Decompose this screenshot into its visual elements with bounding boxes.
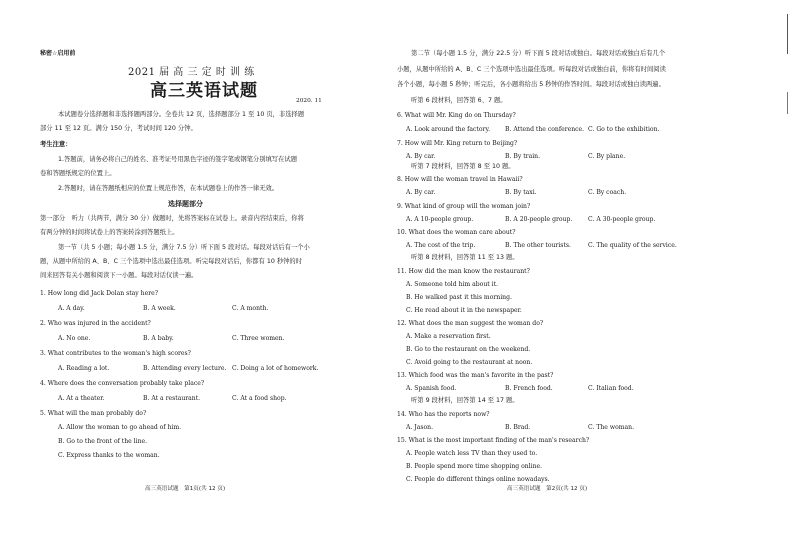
q6-option-b: B. Attend the conference. [505,126,585,133]
notice-line-3: 2.答题时，请在答题纸相应的位置上规范作答，在本试题卷上的作答一律无效。 [58,185,279,192]
q5-option-a: A. Allow the woman to go ahead of him. [58,424,182,431]
q12-option-b: B. Go to the restaurant on the weekend. [406,346,531,353]
q9-option-a: A. A 10-people group. [406,216,474,223]
q7-option-b: B. By train. [505,153,541,160]
q3-option-b: B. Attending every lecture. [143,365,227,372]
q2-option-b: B. A baby. [143,335,174,342]
q8-option-a: A. By car. [406,189,436,196]
q14-option-a: A. Jason. [406,424,434,431]
q5-option-c: C. Express thanks to the woman. [58,452,160,459]
q14-option-c: C. The woman. [588,424,635,431]
q13-option-a: A. Spanish food. [406,385,457,392]
exam-title: 2021 届 高 三 定 时 训 练 [128,67,255,78]
section-title: 选择题部分 [168,200,203,208]
question-2: 2. Who was injured in the accident? [40,320,151,327]
question-15: 15. What is the most important finding of the man's research? [397,437,590,444]
sec1-line-2: 题，从题中所给的 A、B、C 三个选项中选出最佳选项。听完每段对话后，你都有 10 秒钟的时 [40,258,303,265]
question-7: 7. How will Mr. King return to Beijing? [397,140,518,147]
q10-option-a: A. The cost of the trip. [406,242,476,249]
q4-option-a: A. At a theater. [58,395,105,402]
q8-option-c: C. By coach. [588,189,627,196]
q15-option-b: B. People spend more time shopping online. [406,463,543,470]
material-9: 听第 9 段材料，回答第 14 至 17 题。 [411,397,519,404]
right-footer: 高三英语试题 第2页(共 12 页) [507,486,588,492]
question-11: 11. How did the man know the restaurant? [397,268,530,275]
question-1: 1. How long did Jack Dolan stay here? [40,290,158,297]
question-13: 13. Which food was the man's favorite in the past? [397,372,554,379]
left-footer: 高三英语试题 第1页(共 12 页) [145,486,226,492]
q1-option-c: C. A month. [232,305,269,312]
q3-option-c: C. Doing a lot of homework. [232,365,319,372]
q1-option-a: A. A day. [58,305,85,312]
scan-mark [787,14,788,54]
q15-option-a: A. People watch less TV than they used to. [406,450,538,457]
sec2-line-1: 第二节（每小题 1.5 分，满分 22.5 分）听下面 5 段对话或独白。每段对话或独白后有几个 [411,50,666,57]
sec2-line-2: 小题，从题中所给的 A、B、C 三个选项中选出最佳选项。听每段对话或独白前，你将有时间阅读 [397,66,666,73]
q2-option-c: C. Three women. [232,335,285,342]
secret-label: 秘密☆启用前 [40,50,76,57]
material-6: 听第 6 段材料，回答第 6、7 题。 [411,97,507,104]
q10-option-b: B. The other tourists. [505,242,571,249]
exam-date: 2020. 11 [296,98,322,104]
q7-option-c: C. By plane. [588,153,626,160]
right-page [397,0,794,549]
q9-option-b: B. A 20-people group. [505,216,573,223]
q12-option-a: A. Make a reservation first. [406,333,491,340]
sec1-line-3: 间来回答有关小题和阅读下一小题。每段对话仅读一遍。 [40,272,198,279]
question-9: 9. What kind of group will the woman join? [397,203,531,210]
q6-option-c: C. Go to the exhibition. [588,126,660,133]
q7-option-a: A. By car. [406,153,436,160]
q5-option-b: B. Go to the front of the line. [58,438,148,445]
subject-title: 高三英语试题 [150,81,258,101]
intro-line-1: 本试题卷分选择题和非选择题两部分。全卷共 12 页，选择题部分 1 至 10 页，非选择题 [58,111,305,118]
material-8: 听第 8 段材料，回答第 11 至 13 题。 [411,254,519,261]
q8-option-b: B. By taxi. [505,189,537,196]
part1-line-2: 有两分钟的时间将试卷上的答案转涂到答题纸上。 [40,229,179,236]
q4-option-c: C. At a food shop. [232,395,287,402]
q11-option-c: C. He read about it in the newspaper. [406,307,522,314]
question-6: 6. What will Mr. King do on Thursday? [397,112,516,119]
material-7: 听第 7 段材料，回答第 8 至 10 题。 [411,163,515,170]
q9-option-c: C. A 30-people group. [588,216,656,223]
q6-option-a: A. Look around the factory. [406,126,491,133]
scan-mark-2 [787,92,788,114]
q2-option-a: A. No one. [58,335,91,342]
question-14: 14. Who has the reports now? [397,411,490,418]
sec2-line-3: 各个小题，每小题 5 秒钟；听完后，各小题将给出 5 秒钟的作答时间。每段对话或独白读两遍。 [397,81,665,88]
question-3: 3. What contributes to the woman's high scores? [40,350,191,357]
part1-line-1: 第一部分 听力（共两节，满分 30 分）做题时，先将答案标在试卷上。录音内容结束后，你将 [40,215,304,222]
sec1-line-1: 第一节（共 5 小题；每小题 1.5 分，满分 7.5 分）听下面 5 段对话。每段对话后有一个小 [58,244,310,251]
q13-option-c: C. Italian food. [588,385,634,392]
q10-option-c: C. The quality of the service. [588,242,677,249]
intro-line-2: 部分 11 至 12 页。满分 150 分，考试时间 120 分钟。 [40,125,197,132]
question-5: 5. What will the man probably do? [40,410,147,417]
q14-option-b: B. Brad. [505,424,531,431]
question-4: 4. Where does the conversation probably take place? [40,380,205,387]
question-12: 12. What does the man suggest the woman do? [397,320,544,327]
q1-option-b: B. A week. [143,305,176,312]
notice-line-1: 1.答题前，请务必将自己的姓名、准考证号用黑色字迹的签字笔或钢笔分别填写在试题 [58,156,297,163]
q15-option-c: C. People do different things online nowadays. [406,476,550,483]
q13-option-b: B. French food. [505,385,553,392]
q12-option-c: C. Avoid going to the restaurant at noon. [406,359,533,366]
question-10: 10. What does the woman care about? [397,229,516,236]
q4-option-b: B. At a restaurant. [143,395,201,402]
notice-line-2: 卷和答题纸规定的位置上。 [40,170,116,177]
q3-option-a: A. Reading a lot. [58,365,110,372]
notice-heading: 考生注意： [40,141,72,148]
q11-option-b: B. He walked past it this morning. [406,294,512,301]
question-8: 8. How will the woman travel in Hawaii? [397,176,523,183]
q11-option-a: A. Someone told him about it. [406,281,498,288]
